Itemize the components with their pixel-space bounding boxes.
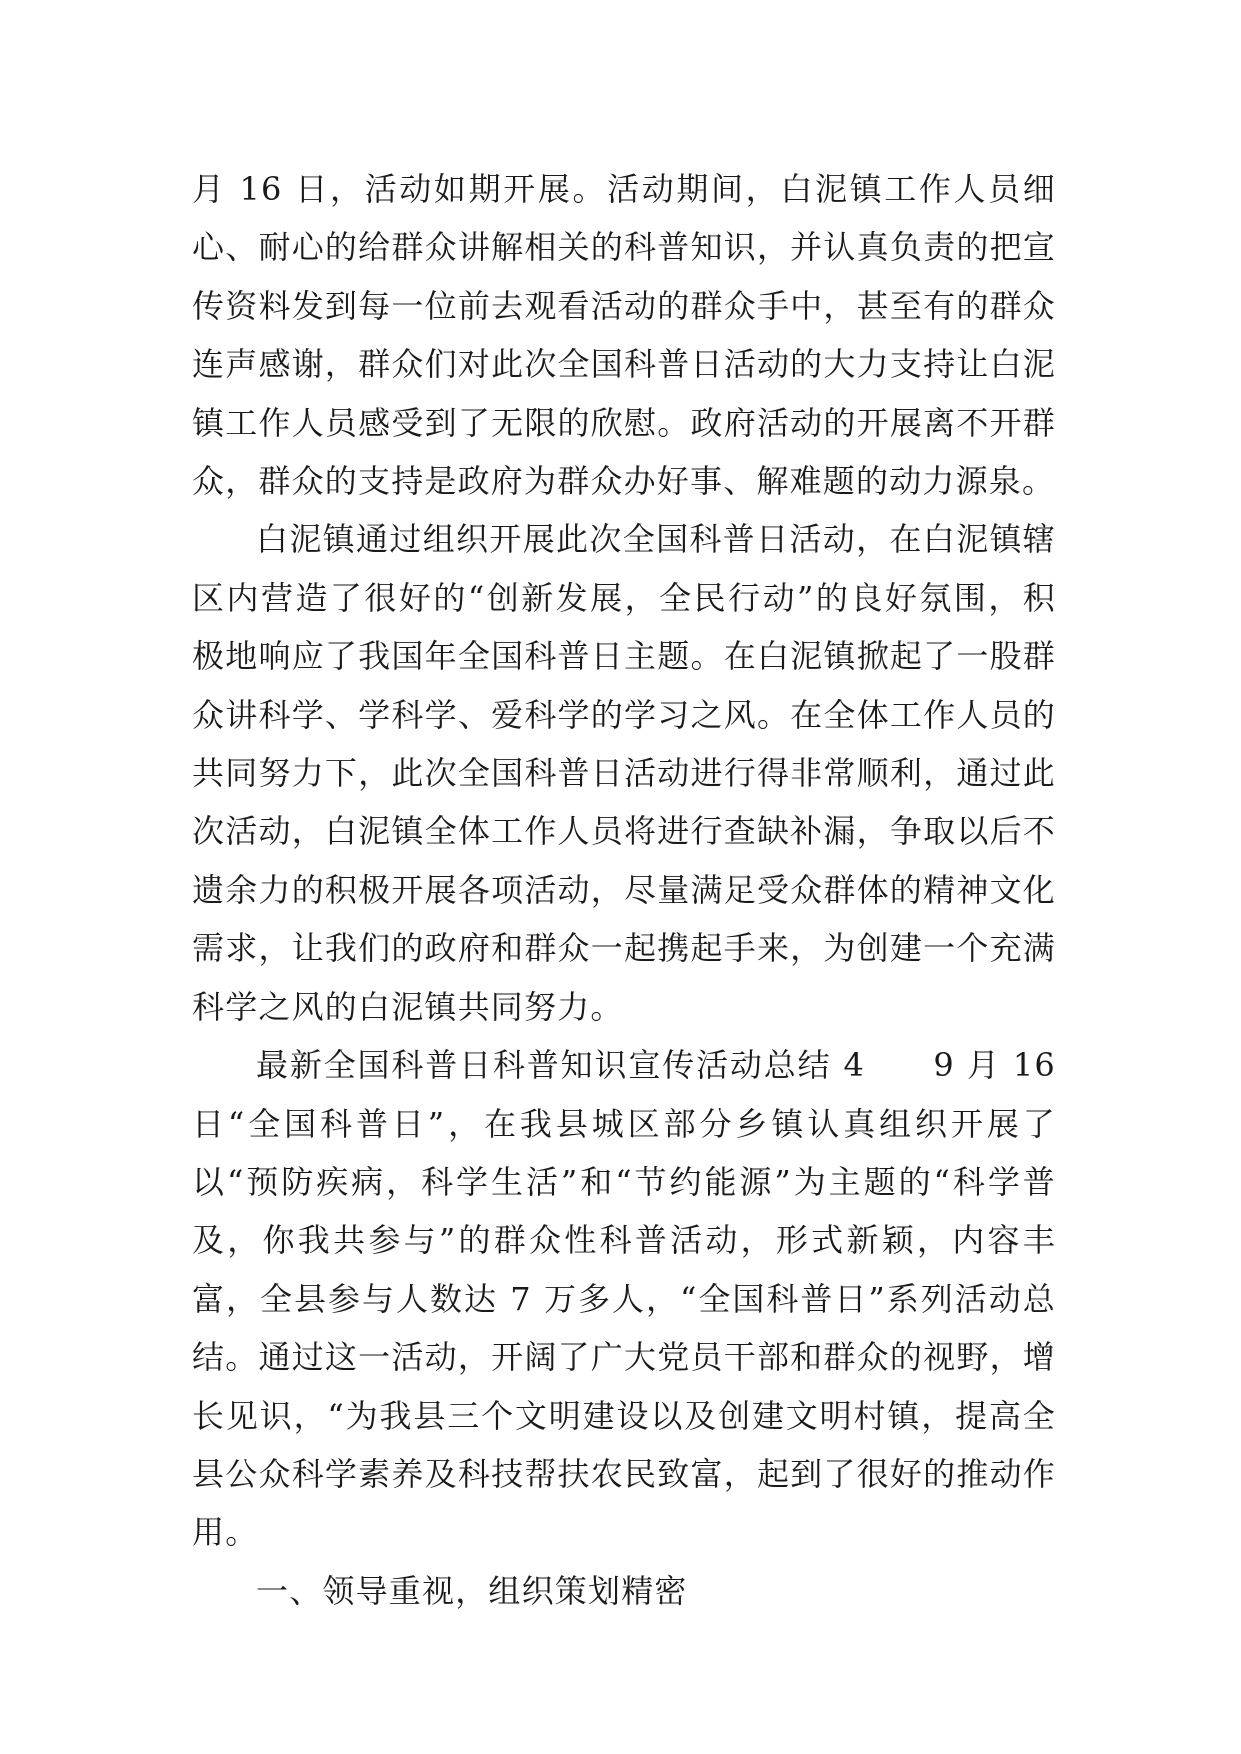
paragraph-summary: 白泥镇通过组织开展此次全国科普日活动，在白泥镇辖区内营造了很好的“创新发展，全民行动”的良好氛围，积极地响应了我国年全国科普日主题。在白泥镇掀起了一股群众讲科学、学科学、爱科学的学习之风。在全体工作人员的共同努力下，此次全国科普日活动进行得非常顺利，通过此次活动，白泥镇全体工作人员将进行查缺补漏，争取以后不遗余力的积极开展各项活动，尽量满足受众群体的精神文化需求，让我们的政府和群众一起携起手来，为创建一个充满科学之风的白泥镇共同努力。 (192, 520, 1056, 1026)
section-heading: 一、领导重视，组织策划精密 (256, 1571, 688, 1610)
paragraph-summary-4: 最新全国科普日科普知识宣传活动总结 4 9 月 16 日“全国科普日”，在我县城区部分乡镇认真组织开展了以“预防疾病，科学生活”和“节约能源”为主题的“科学普及，你我共参与”的群众性科普活动，形式新颖，内容丰富，全县参与人数达 7 万多人，“全国科普日”系列活动总结。通过这一活动，开阔了广大党员干部和群众的视野，增长见识，“为我县三个文明建设以及创建文明村镇，提高全县公众科学素养及科技帮扶农民致富，起到了很好的推动作用。 (192, 1046, 1056, 1552)
paragraph-continuation: 月 16 日，活动如期开展。活动期间，白泥镇工作人员细心、耐心的给群众讲解相关的科普知识，并认真负责的把宣传资料发到每一位前去观看活动的群众手中，甚至有的群众连声感谢，群众们对此次全国科普日活动的大力支持让白泥镇工作人员感受到了无限的欣慰。政府活动的开展离不开群众，群众的支持是政府为群众办好事、解难题的动力源泉。 (192, 170, 1056, 501)
document-body (192, 160, 1056, 1620)
